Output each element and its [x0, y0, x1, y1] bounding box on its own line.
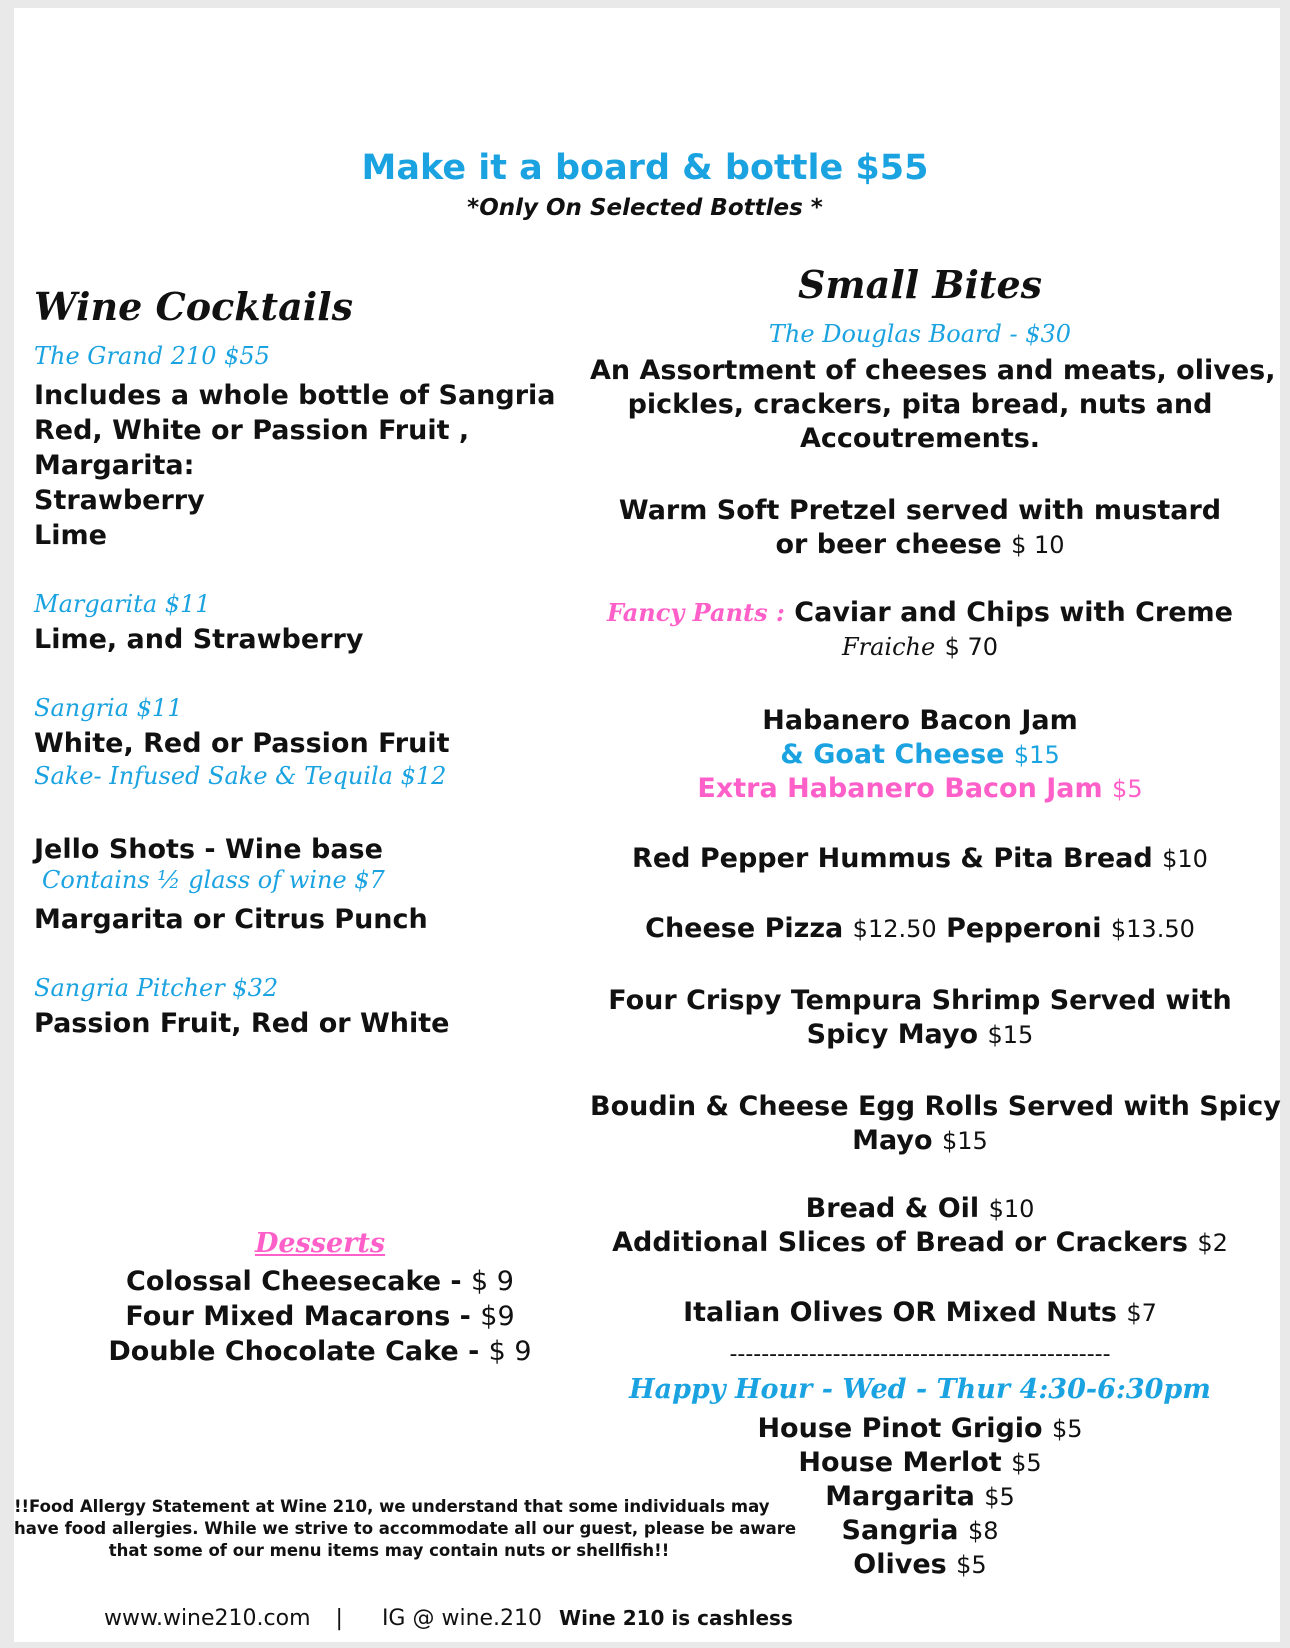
pretzel-line: Warm Soft Pretzel served with mustard	[618, 495, 1222, 526]
allergy-statement	[14, 1496, 797, 1562]
grand-line: Margarita:	[34, 450, 195, 481]
habanero-line: & Goat Cheese	[780, 739, 1005, 770]
shrimp-line: Four Crispy Tempura Shrimp Served with	[608, 985, 1232, 1016]
happy-hour-item-price: $5	[1052, 1415, 1083, 1443]
jello-shots-note: Contains ½ glass of wine $7	[42, 866, 385, 894]
fancy-pants-item	[590, 596, 1250, 664]
habanero-price: $15	[1013, 741, 1060, 769]
pepperoni-price: $13.50	[1110, 915, 1195, 943]
grand-line: Red, White or Passion Fruit ,	[34, 415, 470, 446]
olives-nuts-item	[590, 1296, 1250, 1330]
grand-210-description	[34, 378, 556, 553]
happy-hour-item-name: House Pinot Grigio	[757, 1413, 1043, 1444]
additional-bread-price: $2	[1197, 1229, 1228, 1257]
hummus-price: $10	[1162, 845, 1208, 873]
fancy-pants-label: Fancy Pants :	[607, 598, 785, 627]
allergy-line: that some of our menu items may contain nuts or shellfish!!	[108, 1541, 670, 1560]
habanero-extra-price: $5	[1112, 775, 1143, 803]
board-bottle-note: *Only On Selected Bottles *	[467, 195, 823, 221]
jello-shots-name: Jello Shots - Wine base	[34, 834, 383, 865]
sangria-pitcher-name: Sangria Pitcher $32	[34, 974, 279, 1002]
desserts-list	[30, 1264, 610, 1369]
habanero-item	[590, 704, 1250, 806]
additional-bread-name: Additional Slices of Bread or Crackers	[612, 1227, 1188, 1258]
bread-item	[590, 1192, 1250, 1260]
fancy-pants-price: $ 70	[944, 633, 999, 661]
boudin-line: Mayo	[852, 1125, 933, 1156]
pretzel-price: $ 10	[1011, 531, 1065, 559]
happy-hour-item-name: Sangria	[841, 1515, 959, 1546]
hummus-item	[590, 842, 1250, 876]
board-bottle-title: Make it a board & bottle $55	[361, 148, 929, 188]
cashless-note: Wine 210 is cashless	[559, 1606, 793, 1630]
cheese-pizza-name: Cheese Pizza	[645, 913, 844, 944]
allergy-line: have food allergies. While we strive to accommodate all our guest, please be aware	[14, 1519, 797, 1538]
dessert-name: Four Mixed Macarons -	[125, 1301, 481, 1332]
happy-hour-item-price: $8	[967, 1517, 999, 1545]
dessert-name: Double Chocolate Cake -	[108, 1336, 489, 1367]
happy-hour-item-price: $5	[956, 1551, 987, 1579]
boudin-item	[590, 1090, 1281, 1158]
happy-hour-item-name: Margarita	[825, 1481, 975, 1512]
douglas-line: Accoutrements.	[799, 423, 1041, 454]
grand-line: Strawberry	[34, 485, 205, 516]
dessert-price: $ 9	[488, 1336, 532, 1367]
sangria-pitcher-description: Passion Fruit, Red or White	[34, 1008, 450, 1039]
sangria-note: Sake- Infused Sake & Tequila $12	[34, 762, 447, 790]
footer-separator: |	[335, 1606, 343, 1631]
grand-210-name: The Grand 210 $55	[34, 342, 270, 370]
douglas-line: pickles, crackers, pita bread, nuts and	[627, 389, 1213, 420]
bread-oil-price: $10	[988, 1195, 1035, 1223]
habanero-line: Habanero Bacon Jam	[762, 705, 1078, 736]
allergy-line: !!Food Allergy Statement at Wine 210, we understand that some individuals may	[14, 1497, 770, 1516]
cheese-pizza-price: $12.50	[852, 915, 937, 943]
hummus-name: Red Pepper Hummus & Pita Bread	[632, 843, 1153, 874]
habanero-extra: Extra Habanero Bacon Jam	[697, 773, 1103, 804]
happy-hour-item-name: Olives	[853, 1549, 947, 1580]
jello-shots-description: Margarita or Citrus Punch	[34, 904, 428, 935]
website-link[interactable]: www.wine210.com	[104, 1606, 311, 1631]
sangria-name: Sangria $11	[34, 694, 183, 722]
dessert-item	[30, 1299, 610, 1334]
boudin-price: $15	[942, 1127, 988, 1155]
dessert-price: $9	[480, 1301, 515, 1332]
douglas-line: An Assortment of cheeses and meats, olives,	[590, 355, 1276, 386]
happy-hour-item-name: House Merlot	[798, 1447, 1002, 1478]
dessert-name: Colossal Cheesecake -	[126, 1266, 472, 1297]
olives-nuts-price: $7	[1126, 1299, 1157, 1327]
shrimp-price: $15	[987, 1021, 1034, 1049]
small-bites-heading: Small Bites	[797, 262, 1043, 307]
shrimp-line: Spicy Mayo	[806, 1019, 979, 1050]
section-divider: ------------------------------------------------	[729, 1342, 1111, 1367]
pepperoni-name: Pepperoni	[946, 913, 1102, 944]
margarita-description: Lime, and Strawberry	[34, 624, 364, 655]
grand-line: Lime	[34, 520, 107, 551]
dessert-price: $ 9	[471, 1266, 514, 1297]
sangria-description: White, Red or Passion Fruit	[34, 728, 450, 759]
wine-cocktails-heading: Wine Cocktails	[34, 284, 353, 329]
pizza-item	[590, 912, 1250, 946]
bread-oil-name: Bread & Oil	[805, 1193, 980, 1224]
fancy-pants-line: Caviar and Chips with Creme	[794, 597, 1233, 628]
footer	[104, 1606, 793, 1631]
grand-line: Includes a whole bottle of Sangria	[34, 380, 556, 411]
instagram-handle[interactable]: IG @ wine.210	[381, 1606, 543, 1631]
desserts-heading: Desserts	[254, 1228, 386, 1259]
boudin-line: Boudin & Cheese Egg Rolls Served with Spicy	[590, 1091, 1281, 1122]
happy-hour-item-price: $5	[984, 1483, 1015, 1511]
fancy-pants-line: Fraiche	[841, 633, 936, 661]
margarita-name: Margarita $11	[34, 590, 211, 618]
pretzel-item	[590, 494, 1250, 562]
dessert-item	[30, 1334, 610, 1369]
olives-nuts-name: Italian Olives OR Mixed Nuts	[683, 1297, 1117, 1328]
douglas-board-name: The Douglas Board - $30	[768, 320, 1072, 348]
douglas-board-description	[590, 354, 1276, 456]
pretzel-line: or beer cheese	[775, 529, 1002, 560]
shrimp-item	[590, 984, 1250, 1052]
happy-hour-item-price: $5	[1011, 1449, 1042, 1477]
happy-hour-heading: Happy Hour - Wed - Thur 4:30-6:30pm	[629, 1374, 1211, 1405]
dessert-item	[30, 1264, 610, 1299]
